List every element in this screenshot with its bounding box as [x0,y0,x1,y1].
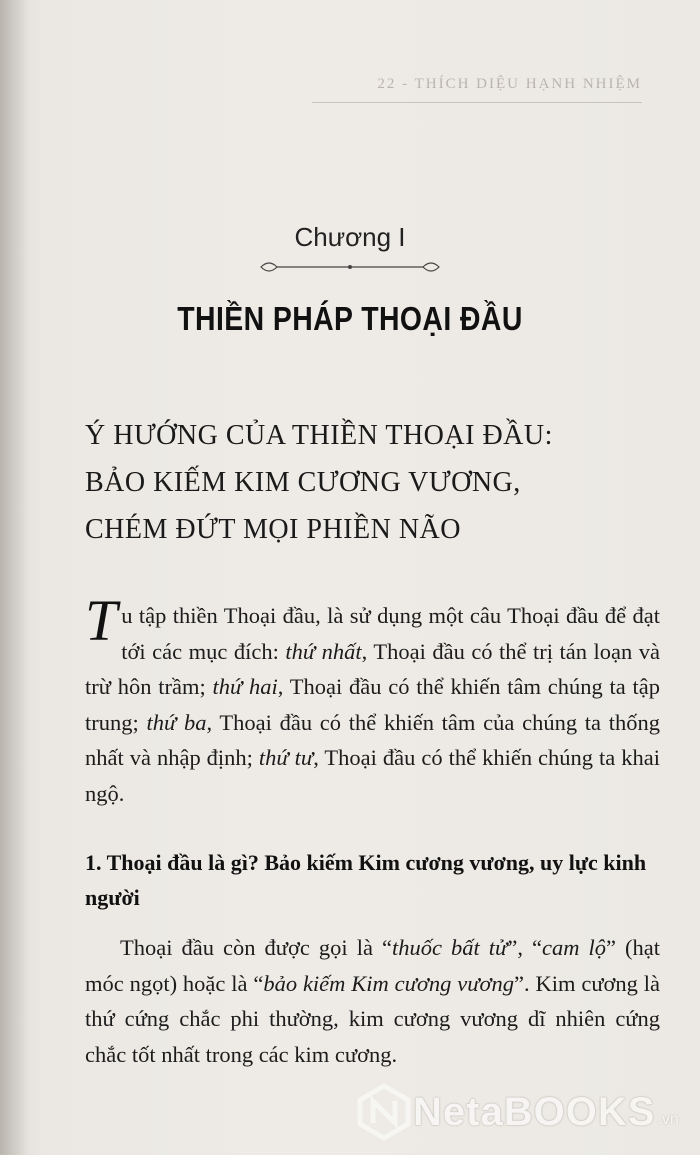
watermark-brand: NetaBOOKS [413,1089,656,1134]
intro-paragraph: Tu tập thiền Thoại đầu, là sử dụng một câu Thoại đầu để đạt tới các mục đích: thứ nhất, Thoại đầu có thể trị tán loạn và trừ hôn trầm; thứ hai, Thoại đầu có thể khiến tâm chúng ta tập trung; thứ ba, Thoại đầu có thể khiến tâm của chúng ta thống nhất và nhập định; thứ tư, Thoại đầu có thể khiến chúng ta khai ngộ. [85,588,660,806]
drop-cap: T [85,588,118,653]
section-heading: 1. Thoại đầu là gì? Bảo kiếm Kim cương vương, uy lực kinh người [85,850,647,910]
watermark-suffix: .vn [657,1111,679,1128]
chapter-label: Chương I [294,222,406,252]
subtitle-line: Ý HƯỚNG CỦA THIỀN THOẠI ĐẦU: [85,420,553,451]
chapter-subtitle [85,412,675,553]
netabooks-logo-icon [355,1083,413,1141]
chapter-title: THIỀN PHÁP THOẠI ĐẦU [177,300,523,337]
subtitle-line: CHÉM ĐỨT MỌI PHIỀN NÃO [85,514,461,545]
subtitle-line: BẢO KIẾM KIM CƯƠNG VƯƠNG, [85,467,521,498]
watermark [355,1082,695,1142]
body-paragraph: Thoại đầu còn được gọi là “thuốc bất tử”, “cam lộ” (hạt móc ngọt) hoặc là “bảo kiếm Kim cương vương”. Kim cương là thứ cứng chắc phi thường, kim cương vương dĩ nhiên cứng chắc tốt nhất trong các kim cương. [85,935,661,1067]
ornament-divider-icon [255,258,445,276]
gutter-shadow [0,0,28,1155]
running-head: 22 - THÍCH DIỆU HẠNH NHIỆM [312,76,642,103]
